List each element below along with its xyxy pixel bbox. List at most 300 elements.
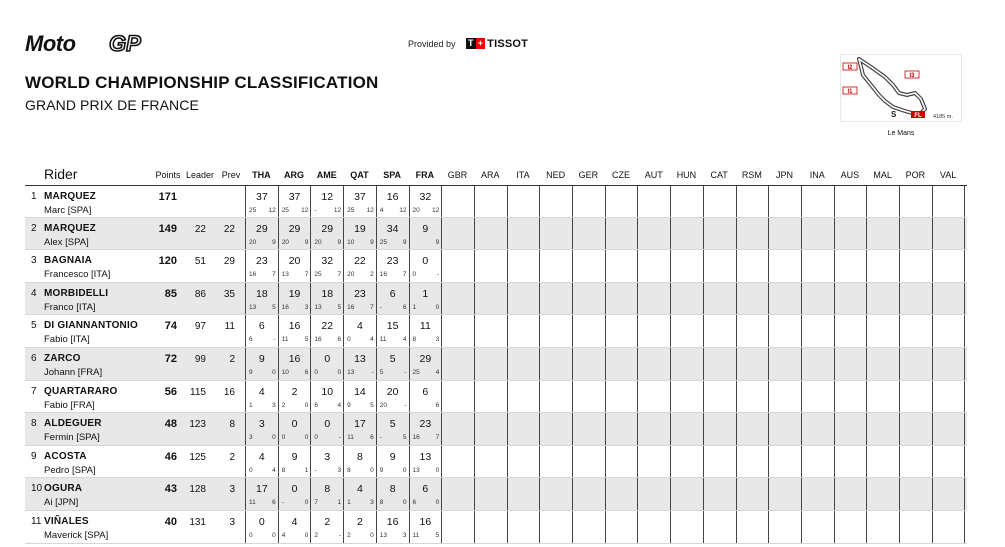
gp-cell-gbr: [441, 186, 474, 217]
gp-total-points: 8: [324, 483, 331, 496]
gp-sprint-points: -: [338, 531, 342, 539]
gp-cell-cat: [703, 250, 736, 282]
gp-cell-qat: [343, 218, 376, 250]
gp-race-points: 20: [314, 238, 322, 246]
gp-sprint-points: 5: [304, 336, 309, 344]
gp-cell-mal: [866, 446, 899, 478]
page-subtitle: GRAND PRIX DE FRANCE: [25, 97, 199, 113]
gp-cell-jpn: [768, 250, 801, 282]
gp-sprint-points: 5: [272, 303, 276, 311]
gp-cell-cat: [703, 511, 736, 543]
gp-sprint-points: 0: [337, 368, 342, 376]
gp-total-points: 13: [419, 450, 432, 463]
gp-sprint-points: 3: [304, 303, 309, 311]
gp-cell-ned: [539, 315, 572, 347]
gp-race-points: 13: [412, 466, 420, 474]
gp-cell-ned: [539, 478, 572, 510]
gp-cell-hun: [670, 478, 703, 510]
gp-header-tha: THA: [252, 170, 271, 180]
gp-race-points: 8: [412, 336, 417, 344]
gp-cell-tha: [245, 413, 278, 445]
gp-sprint-points: 1: [337, 499, 342, 507]
gp-race-points: 0: [314, 368, 319, 376]
gp-sprint-points: 4: [402, 336, 407, 344]
gp-header-ita: ITA: [516, 170, 530, 180]
gp-cell-tha: [245, 348, 278, 380]
gp-sprint-points: 0: [402, 466, 407, 474]
gp-cell-ara: [474, 381, 507, 413]
rider-given-name: Johann [FRA]: [44, 366, 103, 378]
gp-cell-tha: [245, 283, 278, 315]
table-row: [25, 218, 967, 251]
gp-cell-qat: [343, 283, 376, 315]
gp-sprint-points: 12: [399, 207, 407, 214]
gp-cell-aut: [637, 315, 670, 347]
gp-cell-ita: [507, 413, 540, 445]
gp-cell-mal: [866, 348, 899, 380]
gp-cell-ned: [539, 186, 572, 217]
gp-sprint-points: 0: [435, 466, 440, 474]
gp-cell-mal: [866, 218, 899, 250]
gp-total-points: 37: [288, 191, 301, 203]
gp-race-points: 25: [412, 368, 420, 376]
rider-given-name: Franco [ITA]: [44, 301, 96, 313]
gp-cell-tha: [245, 218, 278, 250]
gp-cell-arg: [278, 283, 311, 315]
gp-cell-aus: [834, 186, 867, 217]
gp-total-points: 32: [321, 255, 334, 268]
gp-cell-gbr: [441, 413, 474, 445]
gp-total-points: 29: [256, 222, 268, 235]
gp-race-points: -: [314, 207, 317, 214]
gp-race-points: 0: [347, 336, 351, 344]
track-map: [840, 54, 962, 122]
rider-given-name: Francesco [ITA]: [44, 269, 111, 281]
gp-cell-ger: [572, 315, 605, 347]
gp-cell-mal: [866, 511, 899, 543]
gp-header-gbr: GBR: [447, 170, 468, 180]
table-right-border: [964, 381, 965, 413]
gp-cell-ina: [801, 250, 834, 282]
gp-race-points: 25: [379, 238, 388, 246]
svg-text:Moto: Moto: [25, 33, 76, 55]
gp-race-points: 13: [347, 368, 355, 376]
gp-cell-por: [899, 315, 932, 347]
gp-cell-cze: [605, 186, 638, 217]
gp-total-points: 16: [386, 191, 399, 203]
gp-race-points: 20: [412, 207, 420, 214]
gp-cell-ger: [572, 218, 605, 250]
gp-cell-ara: [474, 218, 507, 250]
gp-sprint-points: 1: [304, 466, 309, 474]
gp-sprint-points: 6: [402, 303, 407, 311]
gp-total-points: 14: [354, 385, 366, 398]
gp-cell-cat: [703, 413, 736, 445]
gp-race-points: 16: [314, 336, 322, 344]
gp-cell-rsm: [736, 478, 769, 510]
table-right-border: [964, 413, 965, 445]
gp-cell-ame: [310, 348, 343, 380]
table-right-border: [964, 218, 965, 250]
gp-cell-por: [899, 250, 932, 282]
gp-cell-val: [932, 186, 965, 217]
rider-position: 1: [31, 191, 37, 202]
gp-race-points: 1: [412, 303, 417, 311]
rider-points: 72: [164, 352, 177, 365]
gp-cell-aus: [834, 413, 867, 445]
gp-total-points: 18: [321, 287, 334, 300]
gp-total-points: 19: [288, 287, 301, 300]
gp-header-mal: MAL: [873, 170, 892, 180]
table-right-border: [964, 283, 965, 315]
gp-cell-spa: [376, 381, 409, 413]
gp-cell-cat: [703, 478, 736, 510]
gp-cell-ned: [539, 250, 572, 282]
gp-total-points: 6: [422, 385, 429, 398]
gp-cell-gbr: [441, 315, 474, 347]
table-right-border: [964, 348, 965, 380]
gp-cell-fra: [409, 413, 442, 445]
gp-total-points: 0: [324, 418, 331, 431]
gp-cell-arg: [278, 446, 311, 478]
gp-total-points: 0: [258, 515, 265, 528]
gp-cell-cze: [605, 381, 638, 413]
rider-given-name: Fabio [FRA]: [44, 399, 95, 411]
gp-total-points: 16: [288, 352, 301, 365]
gp-race-points: 20: [347, 271, 355, 279]
svg-text:S: S: [891, 110, 897, 119]
gp-total-points: 19: [354, 222, 366, 235]
rider-position: 7: [31, 385, 37, 397]
gp-cell-mal: [866, 250, 899, 282]
gp-header-cze: CZE: [612, 170, 631, 180]
gp-race-points: 20: [249, 238, 257, 246]
gp-total-points: 3: [258, 418, 265, 431]
gp-cell-ara: [474, 511, 507, 543]
gp-cell-ame: [310, 315, 343, 347]
gp-cell-jpn: [768, 446, 801, 478]
table-row: [25, 348, 967, 381]
rider-surname: ZARCO: [44, 352, 81, 364]
gp-cell-aut: [637, 413, 670, 445]
gp-cell-jpn: [768, 511, 801, 543]
motogp-logo: [25, 33, 155, 55]
gp-race-points: 20: [281, 238, 289, 246]
gp-race-points: 9: [347, 401, 351, 409]
gp-cell-arg: [278, 315, 311, 347]
gap-to-previous: 8: [229, 419, 235, 431]
gp-cell-jpn: [768, 478, 801, 510]
gp-cell-hun: [670, 348, 703, 380]
gp-cell-spa: [376, 413, 409, 445]
gp-cell-rsm: [736, 250, 769, 282]
gp-sprint-points: 3: [435, 336, 440, 344]
gp-cell-hun: [670, 511, 703, 543]
gp-race-points: 0: [314, 434, 319, 442]
gp-cell-fra: [409, 218, 442, 250]
gp-race-points: 1: [347, 499, 351, 507]
gp-cell-rsm: [736, 446, 769, 478]
gp-total-points: 4: [357, 483, 363, 496]
gp-cell-fra: [409, 283, 442, 315]
gp-race-points: 13: [379, 531, 388, 539]
gp-header-ina: INA: [809, 170, 825, 180]
gp-header-ame: AME: [316, 170, 337, 180]
gp-header-aus: AUS: [840, 170, 860, 180]
gp-sprint-points: 9: [272, 238, 276, 246]
gp-cell-gbr: [441, 250, 474, 282]
gp-cell-val: [932, 478, 965, 510]
gp-total-points: 9: [291, 450, 298, 463]
svg-text:FL: FL: [914, 113, 922, 119]
gp-total-points: 23: [386, 255, 399, 268]
gp-race-points: -: [379, 303, 382, 311]
gp-total-points: 10: [321, 385, 334, 398]
gp-sprint-points: 5: [370, 401, 374, 409]
gp-sprint-points: 12: [268, 207, 276, 214]
gap-to-leader: 22: [194, 223, 206, 235]
gp-total-points: 9: [258, 352, 265, 365]
leader-header: Leader: [185, 170, 215, 180]
gp-sprint-points: 4: [337, 401, 342, 409]
gp-total-points: 23: [419, 418, 432, 431]
gp-cell-hun: [670, 283, 703, 315]
classification-table: [25, 185, 967, 544]
gp-cell-qat: [343, 478, 376, 510]
gp-total-points: 20: [386, 385, 399, 398]
gp-cell-mal: [866, 283, 899, 315]
gp-cell-aut: [637, 283, 670, 315]
gp-race-points: 6: [412, 499, 417, 507]
rider-points: 46: [164, 450, 177, 463]
gp-cell-qat: [343, 413, 376, 445]
gp-header-hun: HUN: [676, 170, 697, 180]
gp-cell-jpn: [768, 413, 801, 445]
gp-cell-cze: [605, 283, 638, 315]
gp-race-points: 10: [347, 238, 355, 246]
gp-race-points: -: [314, 466, 317, 474]
gp-sprint-points: 4: [435, 368, 440, 376]
gp-sprint-points: 6: [304, 368, 309, 376]
gp-cell-arg: [278, 478, 311, 510]
gp-sprint-points: 9: [304, 238, 309, 246]
gp-cell-val: [932, 218, 965, 250]
gp-sprint-points: 3: [272, 401, 276, 409]
gp-cell-cze: [605, 478, 638, 510]
gp-total-points: 13: [354, 352, 366, 365]
gap-to-leader: 97: [194, 321, 206, 333]
gp-cell-ina: [801, 446, 834, 478]
gp-sprint-points: 5: [337, 303, 342, 311]
gp-cell-spa: [376, 315, 409, 347]
gp-cell-por: [899, 511, 932, 543]
gp-cell-qat: [343, 315, 376, 347]
gp-cell-ger: [572, 446, 605, 478]
gp-cell-por: [899, 478, 932, 510]
gp-cell-spa: [376, 348, 409, 380]
gp-header-arg: ARG: [284, 170, 305, 180]
gp-cell-jpn: [768, 186, 801, 217]
gp-cell-por: [899, 283, 932, 315]
gp-cell-ina: [801, 381, 834, 413]
gp-sprint-points: 9: [435, 238, 440, 246]
gp-cell-fra: [409, 446, 442, 478]
gp-sprint-points: 0: [370, 531, 374, 539]
svg-text:GP: GP: [109, 33, 141, 55]
gp-cell-val: [932, 315, 965, 347]
gp-sprint-points: 6: [435, 401, 440, 409]
gp-sprint-points: 0: [370, 466, 374, 474]
gp-header-spa: SPA: [383, 170, 402, 180]
rider-surname: BAGNAIA: [44, 255, 93, 267]
gp-cell-rsm: [736, 315, 769, 347]
gap-to-leader: 131: [189, 516, 206, 528]
gp-sprint-points: 5: [402, 434, 407, 442]
gp-race-points: 5: [379, 368, 384, 376]
gp-cell-ame: [310, 250, 343, 282]
gp-cell-ame: [310, 186, 343, 217]
gp-race-points: 9: [379, 466, 384, 474]
gp-cell-ara: [474, 315, 507, 347]
rider-position: 11: [31, 515, 42, 527]
rider-points: 85: [164, 287, 177, 300]
gp-cell-spa: [376, 186, 409, 217]
gp-cell-ina: [801, 511, 834, 543]
gp-cell-spa: [376, 250, 409, 282]
gp-race-points: 11: [379, 336, 387, 344]
table-row: [25, 283, 967, 316]
gap-to-leader: 125: [189, 451, 206, 463]
gp-cell-ita: [507, 250, 540, 282]
gp-total-points: 3: [324, 450, 331, 463]
gp-cell-ita: [507, 315, 540, 347]
gp-total-points: 5: [389, 352, 396, 365]
rider-given-name: Pedro [SPA]: [44, 464, 96, 476]
gp-cell-por: [899, 348, 932, 380]
gp-sprint-points: 12: [333, 207, 342, 214]
gp-cell-ned: [539, 348, 572, 380]
gp-cell-ame: [310, 381, 343, 413]
gp-cell-ina: [801, 315, 834, 347]
gp-cell-ita: [507, 348, 540, 380]
gp-cell-arg: [278, 250, 311, 282]
gp-cell-rsm: [736, 413, 769, 445]
gp-cell-qat: [343, 250, 376, 282]
gp-header-cat: CAT: [710, 170, 728, 180]
gp-race-points: 20: [379, 401, 388, 409]
gp-header-jpn: JPN: [776, 170, 794, 180]
gp-sprint-points: 9: [402, 238, 407, 246]
gp-cell-rsm: [736, 283, 769, 315]
gp-sprint-points: 3: [337, 466, 342, 474]
rider-points: 149: [158, 222, 177, 235]
gp-cell-spa: [376, 478, 409, 510]
svg-text:I3: I3: [909, 73, 915, 79]
gp-total-points: 0: [291, 483, 298, 496]
gp-total-points: 16: [386, 515, 399, 528]
rider-given-name: Marc [SPA]: [44, 205, 92, 216]
gp-header-ger: GER: [578, 170, 599, 180]
gp-race-points: -: [281, 499, 284, 507]
rider-position: 2: [31, 222, 37, 234]
table-right-border: [964, 511, 965, 543]
table-row: [25, 315, 967, 348]
gp-race-points: 3: [249, 434, 253, 442]
gp-total-points: 22: [354, 255, 366, 268]
gp-cell-aut: [637, 478, 670, 510]
rider-surname: ALDEGUER: [44, 418, 102, 430]
gp-sprint-points: 0: [435, 499, 440, 507]
gp-cell-val: [932, 413, 965, 445]
gp-cell-aut: [637, 348, 670, 380]
gp-cell-ger: [572, 478, 605, 510]
gp-race-points: 11: [412, 531, 420, 539]
svg-text:I2: I2: [847, 65, 853, 71]
gp-cell-tha: [245, 381, 278, 413]
gp-total-points: 4: [258, 385, 265, 398]
gp-cell-jpn: [768, 218, 801, 250]
gp-sprint-points: -: [437, 271, 440, 279]
gp-cell-arg: [278, 348, 311, 380]
rider-points: 120: [158, 255, 177, 268]
gp-cell-hun: [670, 413, 703, 445]
gp-race-points: 0: [249, 531, 253, 539]
gp-cell-hun: [670, 315, 703, 347]
gp-cell-gbr: [441, 381, 474, 413]
gp-sprint-points: 0: [304, 434, 309, 442]
rider-points: 40: [164, 515, 177, 528]
gp-cell-ame: [310, 218, 343, 250]
gp-race-points: 16: [412, 434, 420, 442]
table-right-border: [964, 446, 965, 478]
gp-total-points: 6: [258, 320, 265, 333]
gp-race-points: 0: [281, 434, 286, 442]
gp-cell-tha: [245, 446, 278, 478]
gp-sprint-points: 2: [370, 271, 374, 279]
gp-cell-fra: [409, 511, 442, 543]
gp-cell-ame: [310, 283, 343, 315]
gp-race-points: 6: [249, 336, 253, 344]
gp-cell-ina: [801, 218, 834, 250]
rider-surname: QUARTARARO: [44, 385, 118, 397]
gp-sprint-points: 7: [272, 271, 276, 279]
gp-cell-spa: [376, 446, 409, 478]
gp-cell-ita: [507, 186, 540, 217]
gp-cell-tha: [245, 186, 278, 217]
gp-cell-mal: [866, 478, 899, 510]
rider-surname: OGURA: [44, 483, 83, 495]
table-row: [25, 250, 967, 283]
rider-header: Rider: [44, 166, 78, 182]
gp-cell-aut: [637, 250, 670, 282]
gp-sprint-points: 0: [402, 499, 407, 507]
gp-cell-mal: [866, 413, 899, 445]
gp-sprint-points: 0: [304, 499, 309, 507]
gp-cell-ame: [310, 413, 343, 445]
gp-cell-cat: [703, 186, 736, 217]
gp-total-points: 0: [291, 418, 298, 431]
rider-given-name: Alex [SPA]: [44, 236, 89, 248]
gp-cell-mal: [866, 186, 899, 217]
gp-sprint-points: 0: [435, 303, 440, 311]
gp-cell-ina: [801, 413, 834, 445]
gp-header-rsm: RSM: [741, 170, 762, 180]
gp-header-fra: FRA: [415, 170, 435, 180]
gp-cell-fra: [409, 250, 442, 282]
gap-to-previous: 3: [229, 516, 235, 528]
gp-total-points: 37: [354, 191, 366, 203]
prev-header: Prev: [221, 170, 241, 180]
